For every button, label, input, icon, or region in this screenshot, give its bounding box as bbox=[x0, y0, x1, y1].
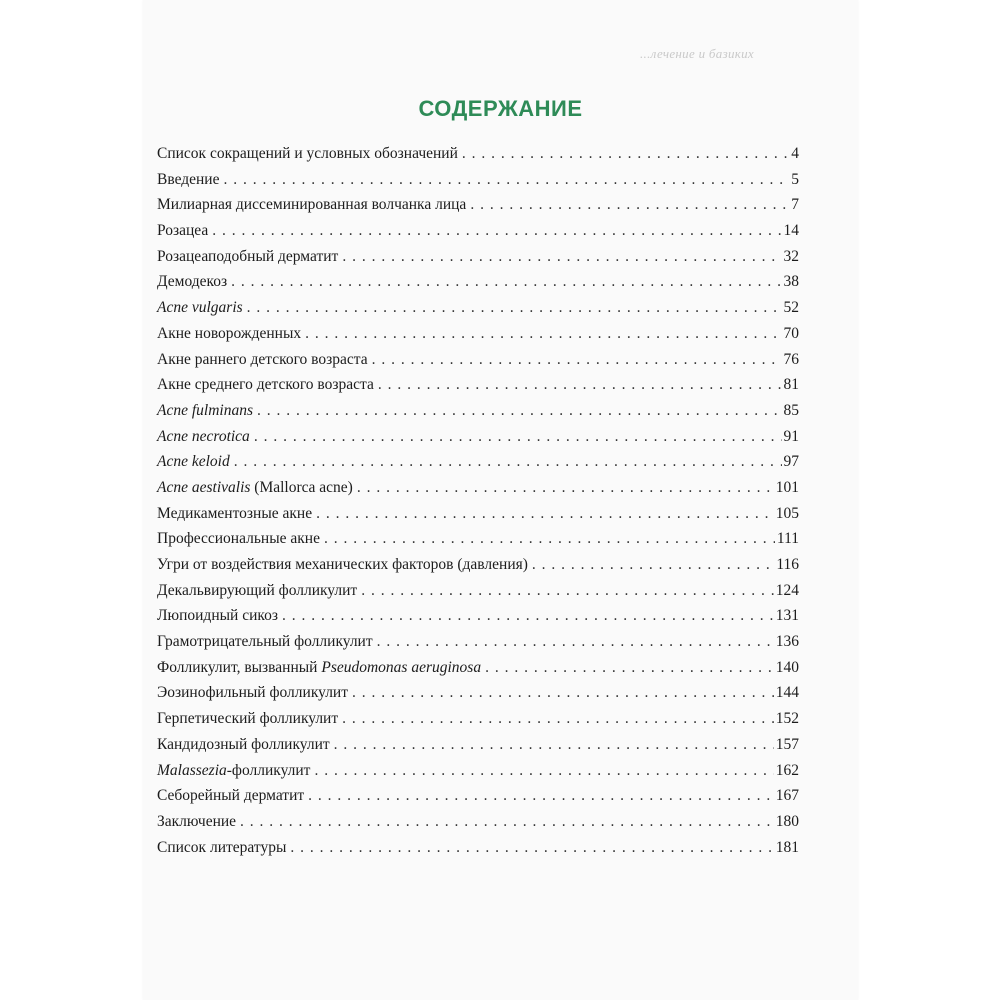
toc-entry[interactable] bbox=[157, 273, 799, 299]
dot-leader bbox=[247, 299, 782, 317]
toc-entry[interactable] bbox=[157, 659, 799, 685]
toc-entry-label-latin: Pseudomonas aeruginosa bbox=[321, 658, 482, 676]
toc-entry-label bbox=[157, 428, 254, 446]
dot-leader bbox=[352, 684, 774, 702]
dot-leader bbox=[372, 351, 782, 369]
toc-entry-label-text: Список литературы bbox=[157, 838, 287, 856]
page-title: СОДЕРЖАНИЕ bbox=[418, 96, 583, 121]
toc-entry-label bbox=[157, 171, 223, 189]
dot-leader bbox=[334, 736, 774, 754]
dot-leader bbox=[308, 787, 774, 805]
toc-entry-label bbox=[157, 684, 352, 702]
dot-leader bbox=[357, 479, 774, 497]
toc-entry-label bbox=[157, 273, 231, 291]
dot-leader bbox=[257, 402, 782, 420]
page-number: 111 bbox=[776, 530, 799, 548]
page-number: 136 bbox=[775, 633, 799, 651]
toc-entry[interactable] bbox=[157, 222, 799, 248]
dot-leader bbox=[223, 171, 789, 189]
toc-entry-label-text: Введение bbox=[157, 170, 220, 188]
dot-leader bbox=[314, 762, 773, 780]
toc-entry-label bbox=[157, 736, 334, 754]
toc-entry-label-text: Угри от воздействия механических факторов (давления) bbox=[157, 556, 528, 573]
toc-entry-label-text: Эозинофильный фолликулит bbox=[157, 684, 349, 702]
page-number: 81 bbox=[783, 376, 799, 394]
page-number: 140 bbox=[775, 658, 799, 676]
toc-entry-label-text: Милиарная диссеминированная волчанка лица bbox=[157, 196, 467, 214]
toc-entry-label-text: Демодекоз bbox=[157, 273, 228, 291]
bleed-through-text: ...лечение и базиких bbox=[640, 46, 754, 61]
toc-entry[interactable] bbox=[157, 171, 799, 197]
toc-entry[interactable] bbox=[157, 325, 799, 351]
page-number: 152 bbox=[775, 710, 799, 728]
toc-entry-label bbox=[157, 145, 462, 163]
page-number: 38 bbox=[783, 273, 799, 291]
toc-entry-label bbox=[157, 813, 240, 831]
page-number: 105 bbox=[775, 504, 799, 522]
page-number: 162 bbox=[775, 761, 799, 779]
toc-entry-label bbox=[157, 556, 532, 574]
toc-entry-label bbox=[157, 248, 342, 266]
toc-entry-label bbox=[157, 402, 257, 420]
toc-entry[interactable] bbox=[157, 453, 799, 479]
page-number: 97 bbox=[783, 453, 799, 471]
page-number: 124 bbox=[775, 581, 799, 599]
toc-entry-label-text: Акне новорожденных bbox=[157, 324, 302, 342]
toc-entry[interactable] bbox=[157, 248, 799, 274]
page-number: 144 bbox=[775, 684, 799, 702]
page-number: 32 bbox=[783, 247, 799, 265]
toc-entry[interactable] bbox=[157, 633, 799, 659]
toc-entry[interactable] bbox=[157, 402, 799, 428]
toc-entry-label bbox=[157, 839, 290, 857]
toc-entry[interactable] bbox=[157, 428, 799, 454]
toc-entry-label-text: Акне раннего детского возраста bbox=[157, 350, 368, 368]
dot-leader bbox=[324, 530, 775, 548]
dot-leader bbox=[342, 710, 774, 728]
toc-entry[interactable] bbox=[157, 530, 799, 556]
page-number: 7 bbox=[791, 196, 799, 214]
toc-entry[interactable] bbox=[157, 813, 799, 839]
toc-entry-label bbox=[157, 710, 342, 728]
toc-entry-label bbox=[157, 582, 361, 600]
page-number: 85 bbox=[783, 401, 799, 419]
toc-entry-label bbox=[157, 633, 377, 651]
page-number: 181 bbox=[775, 838, 799, 856]
dot-leader bbox=[316, 505, 774, 523]
page-number: 52 bbox=[783, 299, 799, 317]
dot-leader bbox=[231, 273, 781, 291]
table-of-contents bbox=[157, 145, 799, 864]
toc-entry[interactable] bbox=[157, 582, 799, 608]
toc-entry[interactable] bbox=[157, 196, 799, 222]
dot-leader bbox=[462, 145, 789, 163]
dot-leader bbox=[470, 196, 789, 214]
toc-entry-label-text: Декальвирующий фолликулит bbox=[157, 581, 358, 599]
page-number: 131 bbox=[775, 607, 799, 625]
page-number: 180 bbox=[775, 812, 799, 830]
dot-leader bbox=[212, 222, 781, 240]
toc-entry[interactable] bbox=[157, 762, 799, 788]
dot-leader bbox=[532, 556, 774, 574]
toc-entry-label-suffix: (Mallorca acne) bbox=[250, 478, 353, 496]
toc-entry[interactable] bbox=[157, 839, 799, 865]
toc-entry-label bbox=[157, 607, 282, 625]
toc-entry-label bbox=[157, 351, 372, 369]
toc-entry-label bbox=[157, 659, 485, 677]
toc-entry-label-text: Фолликулит, вызванный bbox=[157, 658, 322, 676]
toc-entry-label bbox=[157, 299, 247, 317]
page-number: 91 bbox=[783, 427, 799, 445]
dot-leader bbox=[234, 453, 782, 471]
toc-entry-label-latin: Acne fulminans bbox=[157, 401, 253, 419]
toc-entry[interactable] bbox=[157, 376, 799, 402]
toc-entry[interactable] bbox=[157, 299, 799, 325]
toc-entry-label bbox=[157, 479, 357, 497]
page-number: 116 bbox=[776, 556, 799, 573]
dot-leader bbox=[485, 659, 774, 677]
toc-entry-label bbox=[157, 196, 470, 214]
toc-entry-label bbox=[157, 787, 308, 805]
page-number: 5 bbox=[791, 170, 799, 188]
dot-leader bbox=[342, 248, 781, 266]
toc-entry-label-text: Кандидозный фолликулит bbox=[157, 735, 330, 753]
toc-entry-label-latin: Acne keloid bbox=[157, 453, 230, 471]
toc-entry-label bbox=[157, 505, 316, 523]
toc-entry-label bbox=[157, 222, 212, 240]
toc-entry-label bbox=[157, 530, 324, 548]
toc-entry-label bbox=[157, 376, 378, 394]
toc-entry[interactable] bbox=[157, 787, 799, 813]
toc-entry-label-text: Розацеа bbox=[157, 222, 209, 240]
toc-entry-label-suffix: -фолликулит bbox=[226, 761, 311, 779]
dot-leader bbox=[290, 839, 773, 857]
page-number: 14 bbox=[783, 222, 799, 240]
toc-entry[interactable] bbox=[157, 736, 799, 762]
toc-entry-label-latin: Malassezia bbox=[157, 761, 227, 779]
toc-entry[interactable] bbox=[157, 607, 799, 633]
dot-leader bbox=[282, 607, 774, 625]
toc-entry-label-text: Грамотрицательный фолликулит bbox=[157, 633, 373, 651]
toc-entry-label-text: Себорейный дерматит bbox=[157, 787, 305, 805]
toc-entry-label-text: Профессиональные акне bbox=[157, 530, 320, 548]
toc-entry-label-text: Заключение bbox=[157, 812, 237, 830]
dot-leader bbox=[377, 633, 774, 651]
toc-entry-label-text: Список сокращений и условных обозначений bbox=[157, 145, 458, 162]
toc-entry[interactable] bbox=[157, 556, 799, 582]
page-number: 4 bbox=[791, 145, 799, 162]
toc-entry-label-text: Медикаментозные акне bbox=[157, 504, 313, 522]
toc-entry[interactable] bbox=[157, 351, 799, 377]
dot-leader bbox=[240, 813, 774, 831]
page-number: 101 bbox=[775, 478, 799, 496]
page-number: 167 bbox=[775, 787, 799, 805]
toc-entry-label bbox=[157, 762, 314, 780]
toc-entry-label-text: Герпетический фолликулит bbox=[157, 710, 339, 728]
toc-entry[interactable] bbox=[157, 505, 799, 531]
toc-entry[interactable] bbox=[157, 479, 799, 505]
toc-entry[interactable] bbox=[157, 684, 799, 710]
page-number: 76 bbox=[783, 350, 799, 368]
dot-leader bbox=[378, 376, 782, 394]
toc-entry-label-latin: Acne vulgaris bbox=[157, 299, 243, 317]
toc-entry-label-text: Розацеаподобный дерматит bbox=[157, 247, 339, 265]
toc-entry-label-text: Акне среднего детского возраста bbox=[157, 376, 374, 394]
dot-leader bbox=[254, 428, 782, 446]
toc-entry[interactable] bbox=[157, 710, 799, 736]
toc-entry[interactable] bbox=[157, 145, 799, 171]
toc-entry-label-latin: Acne aestivalis bbox=[157, 478, 251, 496]
toc-entry-label-latin: Acne necrotica bbox=[157, 427, 250, 445]
toc-entry-label bbox=[157, 325, 305, 343]
dot-leader bbox=[305, 325, 781, 343]
page-number: 70 bbox=[783, 324, 799, 342]
dot-leader bbox=[361, 582, 774, 600]
page-number: 157 bbox=[775, 735, 799, 753]
toc-entry-label bbox=[157, 453, 234, 471]
toc-entry-label-text: Люпоидный сикоз bbox=[157, 607, 278, 625]
